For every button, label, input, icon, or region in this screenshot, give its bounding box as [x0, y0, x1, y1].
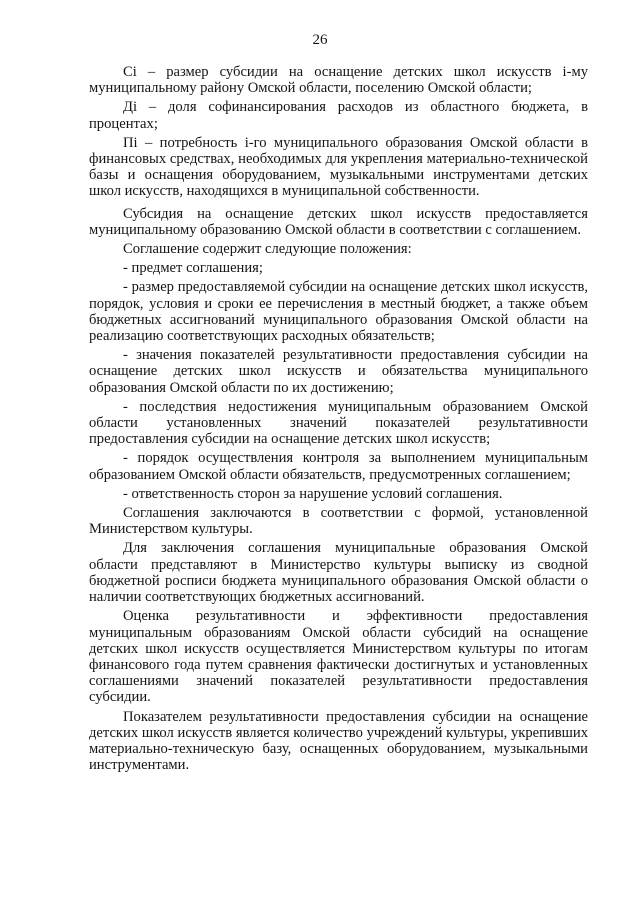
- paragraph-conclusion-procedure: Для заключения соглашения муниципальные образования Омской области представляют в Министерство культуры выписку из сводной бюджетной росписи бюджета муниципального образования Омской области о наличии соответствующих бюджетных ассигнований.: [89, 540, 588, 606]
- paragraph-evaluation: Оценка результативности и эффективности предоставления муниципальным образованиям Омской области субсидий на оснащение детских школ искусств осуществляется Министерством культуры по итогам финансового года путем сравнения фактически достигнутых и установленных соглашениями значений показателей результативности предоставления субсидии.: [89, 608, 588, 706]
- list-item-control: - порядок осуществления контроля за выполнением муниципальным образованием Омской области обязательств, предусмотренных соглашением;: [89, 450, 588, 483]
- list-item-subject: - предмет соглашения;: [123, 260, 263, 277]
- paragraph-indicator: Показателем результативности предоставления субсидии на оснащение детских школ искусств является количество учреждений культуры, укрепивших материально-техническую базу, оснащенных оборудованием, музыкальными инструментами.: [89, 708, 588, 774]
- list-item-responsibility: - ответственность сторон за нарушение условий соглашения.: [123, 485, 503, 502]
- paragraph-di-definition: Дi – доля софинансирования расходов из областного бюджета, в процентах;: [89, 99, 588, 132]
- list-item-consequences: - последствия недостижения муниципальным образованием Омской области установленных значений показателей результативности предоставления субсидии на оснащение детских школ искусств;: [89, 398, 588, 448]
- list-item-indicators: - значения показателей результативности предоставления субсидии на оснащение детских школ искусств и обязательства муниципального образования Омской области по их достижению;: [89, 347, 588, 396]
- paragraph-pi-definition: Пi – потребность i-го муниципального образования Омской области в финансовых средствах, необходимых для укрепления материально-технической базы и оснащения оборудованием, музыкальными инструментами детских школ искусств, находящихся в муниципальной собственности.: [89, 134, 588, 200]
- document-body: [89, 64, 588, 776]
- page-number: 26: [312, 32, 328, 48]
- paragraph-subsidy-provision: Субсидия на оснащение детских школ искусств предоставляется муниципальному образованию Омской области в соответствии с соглашением.: [89, 205, 588, 238]
- paragraph-agreement-form: Соглашения заключаются в соответствии с формой, установленной Министерством культуры.: [89, 505, 588, 538]
- list-item-subsidy-size: - размер предоставляемой субсидии на оснащение детских школ искусств, порядок, условия и сроки ее перечисления в местный бюджет, а также объем бюджетных ассигнований муниципального образования Омской области на реализацию соответствующих расходных обязательств;: [89, 279, 588, 345]
- paragraph-agreement-intro: Соглашение содержит следующие положения:: [123, 241, 412, 258]
- paragraph-ci-definition: Сi – размер субсидии на оснащение детских школ искусств i-му муниципальному району Омской области, поселению Омской области;: [89, 64, 588, 97]
